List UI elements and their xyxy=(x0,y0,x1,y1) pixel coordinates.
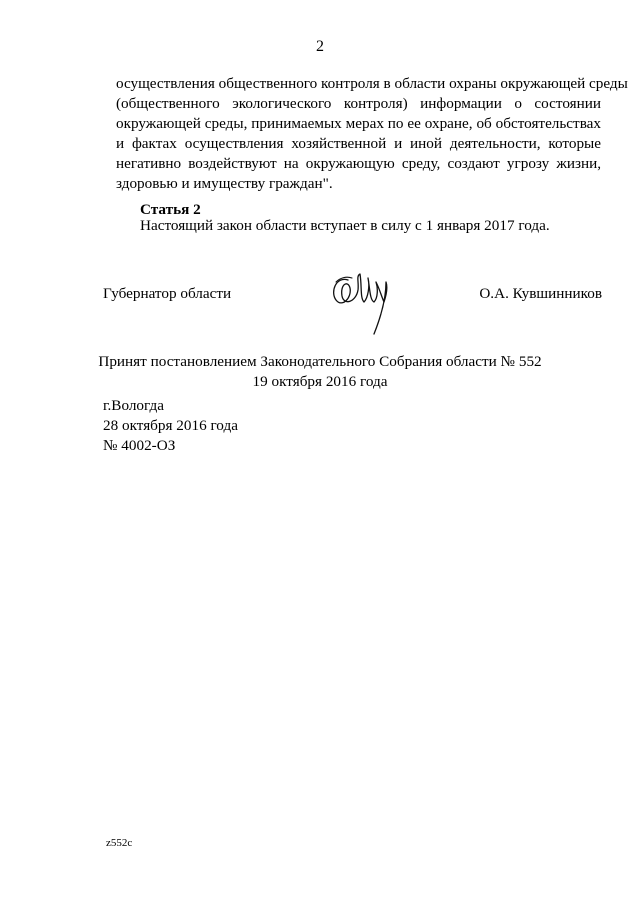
place-date-block xyxy=(103,396,238,456)
body-line: и фактах осуществления хозяйственной и иной деятельности, которые xyxy=(116,135,601,152)
city: г.Вологда xyxy=(103,397,164,414)
governor-name: О.А. Кувшинников xyxy=(479,285,602,302)
signing-date: 28 октября 2016 года xyxy=(103,417,238,434)
body-line: здоровью и имуществу граждан". xyxy=(116,175,333,192)
law-number: № 4002-ОЗ xyxy=(103,437,176,454)
footer-code: z552c xyxy=(106,837,133,849)
body-line: (общественного экологического контроля) информации о состоянии xyxy=(116,95,601,112)
article-heading: Статья 2 xyxy=(140,201,201,218)
body-line: негативно воздействуют на окружающую среду, создают угрозу жизни, xyxy=(116,155,601,172)
article-text: Настоящий закон области вступает в силу с 1 января 2017 года. xyxy=(140,217,550,234)
adoption-line-1: Принят постановлением Законодательного Собрания области № 552 xyxy=(98,353,542,370)
body-line: окружающей среды, принимаемых мерах по ее охране, об обстоятельствах xyxy=(116,115,601,132)
governor-title: Губернатор области xyxy=(103,285,232,302)
adoption-line-2: 19 октября 2016 года xyxy=(252,373,388,390)
adoption-note xyxy=(0,352,640,392)
handwritten-signature xyxy=(326,262,396,342)
body-paragraph xyxy=(116,74,628,194)
page-number: 2 xyxy=(316,38,324,55)
body-line: осуществления общественного контроля в области охраны окружающей среды xyxy=(116,75,628,92)
